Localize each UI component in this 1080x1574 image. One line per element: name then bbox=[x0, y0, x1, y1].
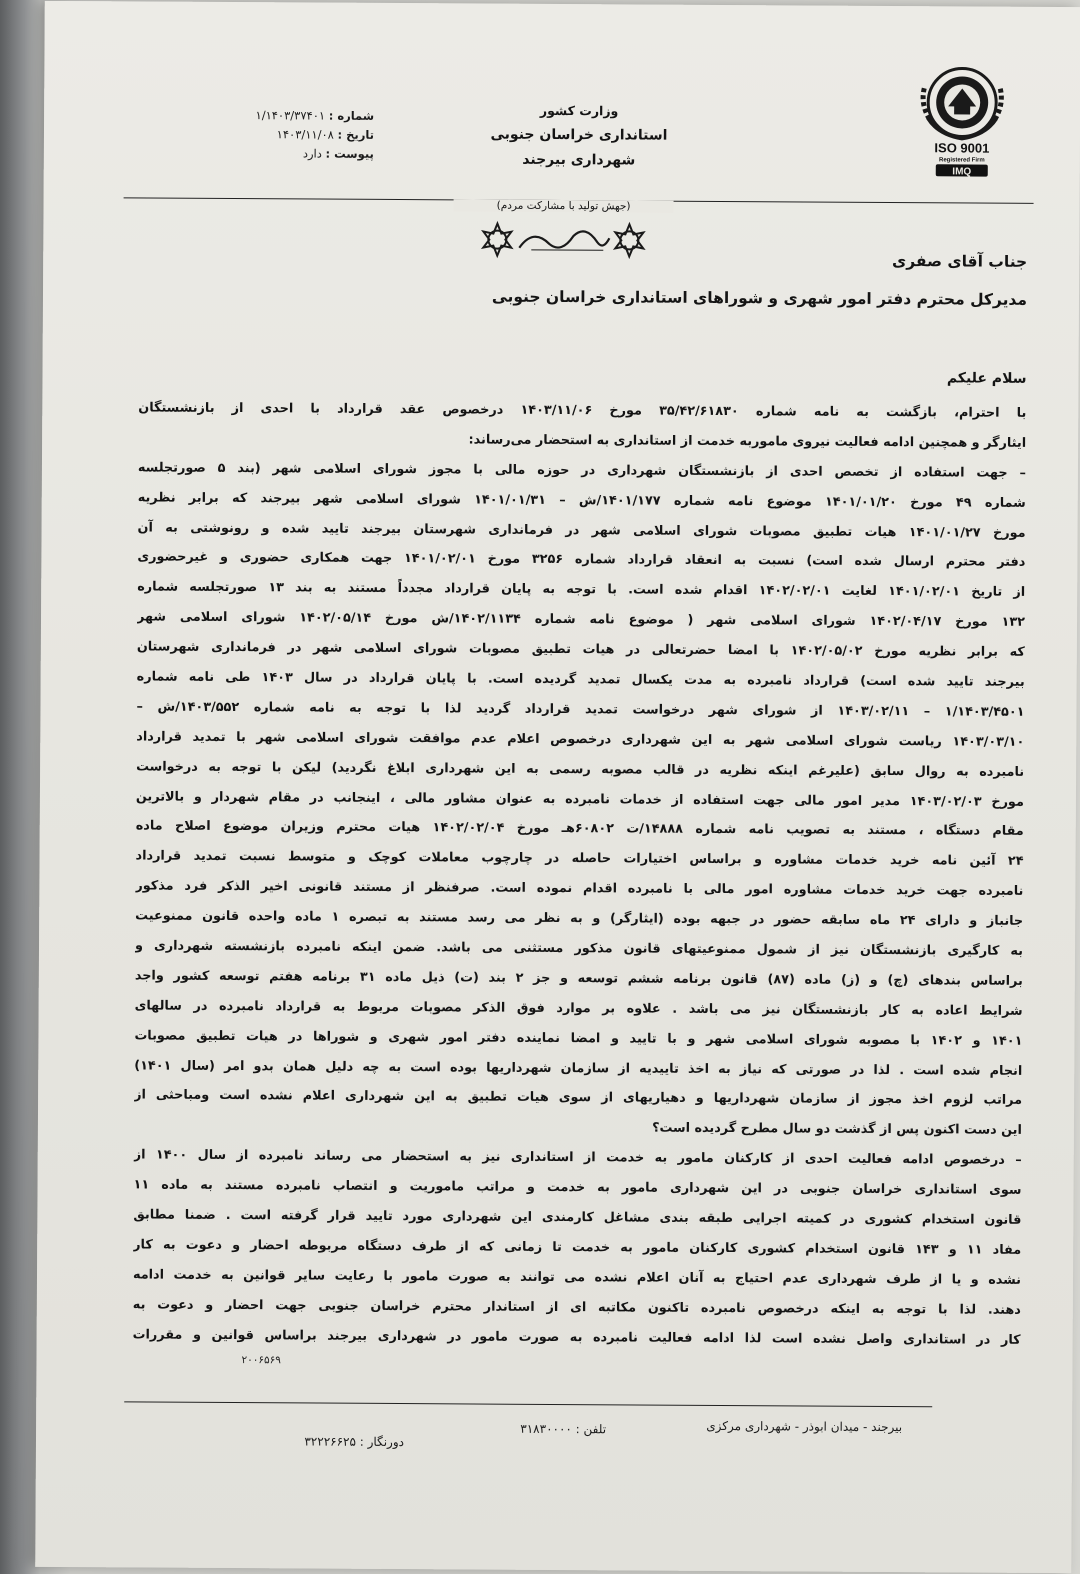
municipality-logo bbox=[914, 58, 1011, 179]
body-line: دهند. لذا با توجه به اینکه درخصوص نامبرده تاکنون مکاتبه ای از استاندار محترم خراسان جنوبی جهت احضار و دعوت به bbox=[132, 1297, 1021, 1318]
body-line: نامبرده به روال سابق (علیرغم اینکه نظریه در قالب مصوبه رسمی به این شهرداری ابلاغ نگردید) لیکن با توجه به درخواست bbox=[136, 759, 1025, 780]
body-line: از تاریخ ۱۴۰۱/۰۲/۰۱ لغایت ۱۴۰۲/۰۲/۰۱ اقدام شده است. با توجه به پایان قرارداد مجدداً مستند به بند ۱۳ صورتجلسه شماره bbox=[137, 579, 1026, 601]
body-line: مراتب لزوم اخذ مجوز از سازمان شهرداریها و دهیاریهای از سوی هیات تطبیق به این شهرداری اعلام نشده است ومباحثی از bbox=[134, 1087, 1023, 1109]
letter-body bbox=[133, 393, 1027, 1355]
body-line: انجام شده است . لذا در صورتی که نیاز به اخذ تاییدیه از سازمان شهرداریها بوده است به چه دلیل همان بدو امر (سال ۱۴۰۱) bbox=[134, 1058, 1023, 1079]
letter-meta bbox=[184, 106, 374, 164]
body-line: – درخصوص ادامه فعالیت احدی از کارکنان مامور به خدمت از استانداری نیز به استحضار می رساند نامبرده از سال ۱۴۰۰ از bbox=[133, 1147, 1022, 1169]
body-line: مورخ ۱۴۰۱/۰۱/۲۷ هیات تطبیق مصوبات شورای اسلامی شهر در فرمانداری شهرستان بیرجند تایید شده و رونوشتی به آن bbox=[137, 519, 1026, 541]
body-line: مفاد ۱۱ و ۱۴۳ قانون استخدام کشوری کارکنان مامور به خدمت تا زمانی که از طرف دستگاه مربوطه احضار و دعوت به کار bbox=[133, 1237, 1022, 1258]
body-line: این دست اکنون پس از گذشت دو سال مطرح گردیده است؟ bbox=[652, 1120, 1022, 1139]
body-line: قانون استخدام کشوری در کمیته اجرایی طبقه بندی مشاغل کارمندی این شهرداری مورد تایید قرار گرفته است . ضمنا مطابق bbox=[133, 1207, 1022, 1228]
body-line: به کارگیری بازنشستگان نیز از شمول ممنوعیتهای قانون مذکور مستثنی می باشد. ضمن اینکه نامبرده بازنشسته شهرداری و bbox=[134, 938, 1024, 959]
attachment-value: دارد bbox=[302, 146, 322, 161]
date-label: تاریخ : bbox=[337, 127, 375, 142]
footer-address: بیرجند - میدان ابوذر - شهرداری مرکزی bbox=[706, 1418, 903, 1435]
number-value: ۱/۱۴۰۳/۳۷۴۰۱ bbox=[255, 108, 326, 123]
body-line: جانباز و دارای ۲۴ ماه سابقه حضور در جبهه بوده (ایثارگر) و به نظر می رسد مستند به تبصره ۱ ماده واحده قانون ممنوعیت bbox=[135, 908, 1024, 929]
body-line: نامبرده جهت خرید خدمات مشاوره امور مالی با نامبرده اقدام نموده است. صرفنظر از مستند قانونی اخیر الذکر فرد مذکور bbox=[135, 878, 1024, 900]
phone-value: ۳۱۸۳۰۰۰۰ bbox=[520, 1421, 572, 1437]
body-line: کار در استانداری واصل نشده است لذا ادامه فعالیت نامبرده به صورت مامور در شهرداری بیرجند براساس قوانین و مقررات bbox=[132, 1327, 1021, 1348]
footer-phone bbox=[520, 1422, 606, 1437]
footer-fax bbox=[304, 1434, 404, 1449]
recipient-title: مدیرکل محترم دفتر امور شهری و شوراهای استانداری خراسان جنوبی bbox=[491, 287, 1028, 309]
footer-divider bbox=[124, 1401, 932, 1407]
date-value: ۱۴۰۳/۱۱/۰۸ bbox=[276, 127, 334, 142]
body-line: ۲۴ آئین نامه خرید خدمات مشاوره و براساس اختیارات حاصله در چارچوب معاملات کوچک و متوسط نسبت تمدید قرارداد bbox=[135, 848, 1024, 870]
fax-label: دورنگار : bbox=[359, 1434, 405, 1450]
greeting: سلام علیکم bbox=[946, 370, 1027, 387]
body-line: مقام دستگاه ، مستند به تصویب نامه شماره ۱۴۸۸۸/ت ۶۰۸۰۲هـ مورخ ۱۴۰۲/۰۲/۰۴ هیات محترم وزیران موضوع اصلاح ماده bbox=[135, 818, 1024, 840]
registered-firm-mark: Registered Firm bbox=[938, 157, 985, 164]
body-line: با احترام، بازگشت به نامه شماره ۳۵/۴۲/۶۱۸۳۰ مورخ ۱۴۰۳/۱۱/۰۶ درخصوص عقد قرارداد با احدی از بازنشستگان bbox=[138, 400, 1027, 421]
iso-mark: ISO 9001 bbox=[934, 140, 990, 156]
governorate-name: استانداری خراسان جنوبی bbox=[490, 126, 668, 144]
recipient-block bbox=[492, 240, 1028, 319]
fax-value: ۳۲۲۲۶۶۲۵ bbox=[304, 1434, 356, 1449]
municipality-name: شهرداری بیرجند bbox=[522, 151, 636, 169]
document-code: ۲۰۰۶۵۶۹ bbox=[241, 1354, 282, 1367]
body-line: ۱۳۲ مورخ ۱۴۰۲/۰۴/۱۷ شورای اسلامی شهر ( موضوع نامه شماره ۱۴۰۲/۱۱۳۴/ش مورخ ۱۴۰۲/۰۵/۱۴ شورای اسلامی شهر bbox=[136, 609, 1026, 631]
letter-page bbox=[35, 1, 1080, 1573]
imq-mark: IMQ bbox=[952, 166, 972, 178]
letter-number-row bbox=[184, 106, 374, 126]
body-line: که برابر نظریه مورخ ۱۴۰۲/۰۵/۰۲ با امضا حضرتعالی در هیات تطبیق مصوبات شورای اسلامی شهر در فرمانداری شهرستان bbox=[136, 639, 1025, 660]
attachment-row bbox=[184, 144, 374, 164]
body-line: ایثارگر و همچنین ادامه فعالیت نیروی ماموربه خدمت از استانداری به استحضار می‌رساند: bbox=[468, 432, 1027, 451]
body-line: ۱۴۰۳/۰۳/۱۰ ریاست شورای اسلامی شهر به این شهرداری درخصوص اعلام عدم موافقت شورای اسلامی شهر با تمدید قرارداد bbox=[136, 729, 1025, 750]
ministry-name: وزارت کشور bbox=[539, 102, 619, 119]
recipient-name: جناب آقای صفری bbox=[892, 252, 1028, 271]
body-line: ۱/۱۴۰۳/۴۵۰۱ – ۱۴۰۳/۰۲/۱۱ از شورای شهر درخواست تمدید قرارداد گردید لذا با توجه به نامه شماره ۱۴۰۳/۵۵۲/ش – bbox=[136, 699, 1025, 720]
letter-footer bbox=[206, 1410, 902, 1454]
body-line: سوی استانداری خراسان جنوبی در این شهرداری مامور به خدمت و مراتب ماموریت و انتصاب نامبرده مستند به ماده ۱۱ bbox=[133, 1177, 1022, 1198]
letter-date-row bbox=[184, 125, 374, 145]
phone-label: تلفن : bbox=[575, 1422, 607, 1437]
body-line: مورخ ۱۴۰۳/۰۲/۰۳ مدیر امور مالی جهت استفاده از خدمات نامبرده به عنوان مشاور مالی ، اینجانب در مقام شهردار و بالاترین bbox=[135, 789, 1024, 810]
attachment-label: پیوست : bbox=[325, 146, 374, 161]
body-line: شماره ۴۹ مورخ ۱۴۰۱/۰۱/۲۰ موضوع نامه شماره ۱۴۰۱/۱۷۷/ش – ۱۴۰۱/۰۱/۳۱ شورای اسلامی شهر بیرجند که برابر نظریه bbox=[137, 490, 1026, 511]
number-label: شماره : bbox=[328, 108, 375, 123]
body-line: شرایط اعاده به کار بازنشستگان نیز می باشد . علاوه بر موارد فوق الذکر مصوبات مربوط به قرارداد نامبرده در سالهای bbox=[134, 998, 1023, 1019]
slogan: (جهش تولید با مشارکت مردم) bbox=[454, 199, 674, 212]
letterhead bbox=[474, 97, 684, 173]
body-line: ۱۴۰۱ و ۱۴۰۲ با مصوبه شورای اسلامی شهر و با تایید و امضا نماینده دفتر امور شهری و شوراها در هیات تطبیق مصوبات bbox=[134, 1028, 1023, 1049]
body-line: – جهت استفاده از تخصص احدی از بازنشستگان شهرداری در حوزه مالی با مجوز شورای اسلامی شهر (بند ۵ صورتجلسه bbox=[137, 460, 1026, 481]
body-line: بیرجند تایید شده است) قرارداد نامبرده به مدت یکسال تمدید گردیده است. با پایان قرارداد در سال ۱۴۰۳ طی نامه شماره bbox=[136, 669, 1025, 690]
body-line: براساس بندهای (چ) و (ز) ماده (۸۷) قانون برنامه ششم توسعه و جز ۲ بند (ت) ذیل ماده ۳۱ برنامه هفتم توسعه کشور واجد bbox=[134, 968, 1023, 989]
body-line: دفتر محترم ارسال شده است) نسبت به انعقاد قرارداد شماره ۳۲۵۶ مورخ ۱۴۰۱/۰۲/۰۱ جهت همکاری حضوری و غیرحضوری bbox=[137, 549, 1026, 571]
body-line: نشده و یا از طرف شهرداری عدم احتیاج به آنان اعلام نشده می توانند به صورت مامور با رعایت سایر قوانین به خدمت ادامه bbox=[132, 1267, 1022, 1288]
